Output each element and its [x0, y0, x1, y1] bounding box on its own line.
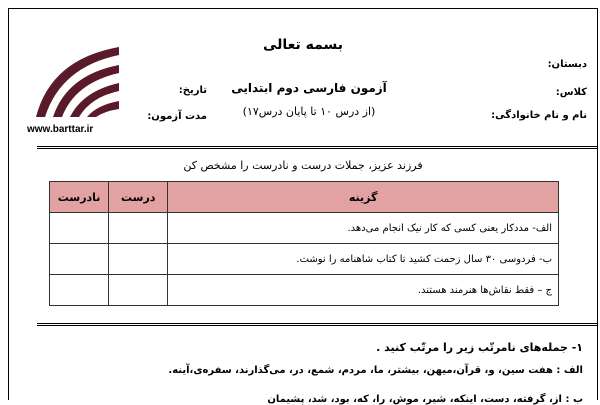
name-label: نام و نام خانوادگی: [491, 110, 587, 121]
bismillah: بسمه تعالی [262, 37, 344, 53]
table-row [50, 244, 559, 275]
question-1-item-a: الف : هفت سین، و، قرآن،میهن، بیشتر، ما، مردم، شمع، در، می‌گذارند، سفره‌ی،آینه. [168, 365, 583, 376]
incorrect-cell[interactable] [50, 213, 109, 244]
table-row [50, 275, 559, 306]
row-statement: الف- مددکار یعنی کسی که کار نیک انجام می‌دهد. [168, 213, 559, 244]
true-false-table [49, 181, 559, 306]
header-option: گزینه [168, 182, 559, 213]
table-header-row [50, 182, 559, 213]
correct-cell[interactable] [109, 244, 168, 275]
header-separator [37, 146, 597, 149]
section1-instruction: فرزند عزیز، جملات درست و نادرست را مشخص کن [183, 159, 423, 172]
class-label: کلاس: [555, 87, 587, 98]
row-statement: ب- فردوسی ۳۰ سال زحمت کشید تا کتاب شاهنامه را نوشت. [168, 244, 559, 275]
question-1: ۱- جمله‌های نامرتّب زیر را مرتّب کنید . [376, 341, 583, 354]
header-correct: درست [109, 182, 168, 213]
exam-range: (از درس ۱۰ تا پایان درس۱۷) [242, 105, 376, 118]
school-label: دبستان: [547, 59, 587, 70]
header-incorrect: نادرست [50, 182, 109, 213]
incorrect-cell[interactable] [50, 275, 109, 306]
duration-label: مدت آزمون: [147, 111, 207, 122]
row-statement: ج – فقط نقاش‌ها هنرمند هستند. [168, 275, 559, 306]
exam-page [8, 8, 598, 405]
correct-cell[interactable] [109, 275, 168, 306]
header [9, 9, 597, 146]
section-separator [37, 323, 597, 326]
logo-icon [31, 39, 121, 119]
question-1-item-b: ب : از، گرفته، دست، اینکه، شیر، موش، را، که، بود، شد، پشیمان [267, 394, 583, 405]
date-label: تاریخ: [178, 85, 207, 96]
incorrect-cell[interactable] [50, 244, 109, 275]
website-url: www.barttar.ir [27, 124, 94, 135]
correct-cell[interactable] [109, 213, 168, 244]
table-row [50, 213, 559, 244]
exam-title: آزمون فارسی دوم ابتدایی [231, 81, 387, 95]
